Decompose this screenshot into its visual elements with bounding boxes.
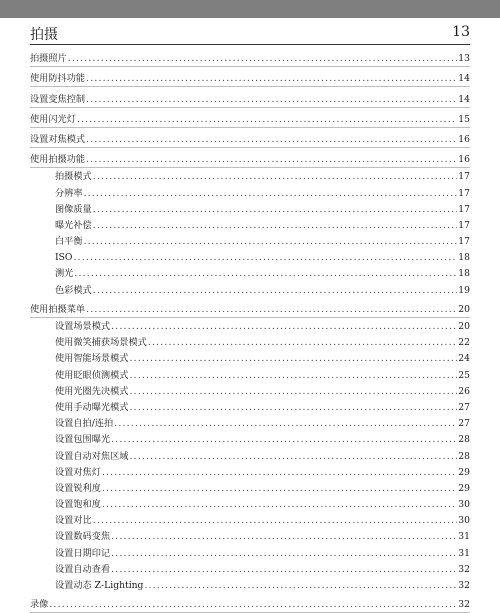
toc-entry-label: 拍摄照片 <box>30 53 67 65</box>
toc-entry-label: 白平衡 <box>55 236 83 248</box>
toc-entry-label: 拍摄模式 <box>55 171 92 183</box>
toc-dot-leader <box>49 599 457 612</box>
toc-entry-label: 录像 <box>30 599 49 611</box>
toc-entry-page: 24 <box>458 353 470 365</box>
toc-dot-leader <box>102 483 457 496</box>
toc-entry-page: 17 <box>458 219 470 231</box>
toc-entry-page: 27 <box>458 418 470 430</box>
toc-entry-label: 使用光圈先决模式 <box>55 385 129 397</box>
toc-entry-page: 17 <box>458 171 470 183</box>
toc-subsection-entry[interactable] <box>30 577 470 593</box>
toc-dot-leader <box>93 171 458 184</box>
toc-entry-label: 设置自拍/连拍 <box>55 418 114 430</box>
toc-subsection-entry[interactable] <box>30 512 470 528</box>
toc-entry-label: 设置变焦控制 <box>30 93 86 105</box>
toc-dot-leader <box>111 564 457 577</box>
toc-entry-label: 使用闪光灯 <box>30 113 76 125</box>
toc-entry-page: 30 <box>458 499 470 511</box>
toc-dot-leader <box>86 304 457 317</box>
toc-dot-leader <box>111 548 457 561</box>
toc-entry-page: 26 <box>458 385 470 397</box>
toc-subsection-entry[interactable] <box>30 233 470 249</box>
toc-entry-page: 15 <box>458 113 470 125</box>
toc-entry-label: 设置日期印记 <box>55 547 111 559</box>
toc-entry-page: 17 <box>458 236 470 248</box>
toc-dot-leader <box>130 370 458 383</box>
toc-subsection-entry[interactable] <box>30 184 470 200</box>
toc-entry-label: 使用眨眼侦测模式 <box>55 369 129 381</box>
chapter-title: 拍摄 <box>30 27 58 43</box>
toc-entry-label: 设置对焦模式 <box>30 133 86 145</box>
toc-section-entry[interactable] <box>30 47 470 67</box>
toc-dot-leader <box>144 580 457 593</box>
toc-entry-page: 29 <box>458 466 470 478</box>
toc-dot-leader <box>86 94 457 107</box>
chapter-heading <box>30 24 470 45</box>
toc-dot-leader <box>130 353 458 366</box>
toc-subsection-entry[interactable] <box>30 281 470 297</box>
toc-subsection-entry[interactable] <box>30 496 470 512</box>
toc-entry-label: 使用智能场景模式 <box>55 353 129 365</box>
toc-entry-page: 32 <box>458 580 470 591</box>
toc-subsection-entry[interactable] <box>30 399 470 415</box>
toc-subsection-entry[interactable] <box>30 334 470 350</box>
toc-section-entry[interactable] <box>30 298 470 318</box>
toc-entry-label: 设置锐利度 <box>55 482 101 494</box>
toc-entry-label: 使用防抖功能 <box>30 73 86 85</box>
toc-entry-label: 设置场景模式 <box>55 321 111 332</box>
toc-entry-page: 31 <box>458 531 470 543</box>
toc-entry-page: 20 <box>458 303 470 315</box>
toc-dot-leader <box>74 268 457 281</box>
toc-subsection-entry[interactable] <box>30 249 470 265</box>
chapter-page-number: 13 <box>452 24 470 40</box>
toc-section-entry[interactable] <box>30 148 470 168</box>
toc-dot-leader <box>93 204 458 217</box>
toc-dot-leader <box>86 154 457 167</box>
toc-entry-page: 25 <box>458 369 470 381</box>
toc-dot-leader <box>130 451 458 464</box>
toc-subsection-entry[interactable] <box>30 201 470 217</box>
toc-entry-page: 29 <box>458 482 470 494</box>
toc-subsection-entry[interactable] <box>30 561 470 577</box>
toc-dot-leader <box>86 134 457 147</box>
toc-subsection-entry[interactable] <box>30 415 470 431</box>
toc-entry-label: 设置包围曝光 <box>55 434 111 446</box>
toc-entry-label: ISO <box>55 252 73 264</box>
toc-subsection-entry[interactable] <box>30 464 470 480</box>
toc-dot-leader <box>84 236 458 249</box>
toc-entry-page: 14 <box>458 93 470 105</box>
toc-entry-page: 20 <box>458 321 470 332</box>
toc-entry-page: 30 <box>458 515 470 527</box>
toc-dot-leader <box>102 499 457 512</box>
toc-dot-leader <box>130 386 458 399</box>
toc-entry-page: 32 <box>458 599 470 611</box>
toc-dot-leader <box>93 220 458 233</box>
toc-entry-page: 16 <box>458 154 470 166</box>
toc-dot-leader <box>114 418 457 431</box>
toc-entry-label: 设置动态 Z-Lighting <box>55 580 144 591</box>
toc-subsection-entry[interactable] <box>30 168 470 184</box>
toc-entry-label: 测光 <box>55 268 74 280</box>
toc-section-entry[interactable] <box>30 108 470 128</box>
toc-dot-leader <box>84 188 458 201</box>
toc-subsection-entry[interactable] <box>30 431 470 447</box>
toc-entry-label: 使用手动曝光模式 <box>55 401 129 413</box>
page-header-bar <box>0 0 500 18</box>
toc-entry-label: 设置对比 <box>55 515 92 527</box>
toc-entry-page: 16 <box>458 133 470 145</box>
toc-dot-leader <box>73 252 457 265</box>
toc-entry-page: 28 <box>458 450 470 462</box>
toc-dot-leader <box>86 73 457 86</box>
toc-section-entry[interactable] <box>30 67 470 87</box>
toc-entry-label: 色彩模式 <box>55 284 92 296</box>
toc-subsection-entry[interactable] <box>30 318 470 334</box>
toc-entry-page: 32 <box>458 563 470 575</box>
toc-dot-leader <box>111 434 457 447</box>
toc-entry-page: 22 <box>458 337 470 349</box>
toc-entry-page: 14 <box>458 73 470 85</box>
toc-dot-leader <box>68 53 458 66</box>
toc-subsection-entry[interactable] <box>30 350 470 366</box>
toc-dot-leader <box>111 531 457 544</box>
toc-entry-label: 设置自动对焦区域 <box>55 450 129 462</box>
toc-entry-page: 28 <box>458 434 470 446</box>
toc-entry-label: 设置自动查看 <box>55 563 111 575</box>
toc-entry-page: 27 <box>458 401 470 413</box>
toc-dot-leader <box>111 321 457 334</box>
toc-subsection-entry[interactable] <box>30 383 470 399</box>
toc-entry-page: 13 <box>458 53 470 65</box>
toc-entry-page: 19 <box>458 284 470 296</box>
toc-entry-label: 图像质量 <box>55 203 92 215</box>
toc-section-entry[interactable] <box>30 87 470 107</box>
table-of-contents <box>30 47 470 613</box>
toc-entry-label: 使用拍摄菜单 <box>30 303 86 315</box>
toc-section-entry[interactable] <box>30 128 470 148</box>
toc-entry-label: 设置对焦灯 <box>55 466 101 478</box>
toc-dot-leader <box>93 285 458 298</box>
toc-subsection-entry[interactable] <box>30 366 470 382</box>
toc-entry-label: 使用微笑捕获场景模式 <box>55 337 147 349</box>
toc-entry-page: 17 <box>458 187 470 199</box>
toc-entry-page: 18 <box>458 268 470 280</box>
toc-entry-label: 曝光补偿 <box>55 219 92 231</box>
toc-entry-page: 31 <box>458 547 470 559</box>
toc-entry-label: 设置饱和度 <box>55 499 101 511</box>
toc-subsection-entry[interactable] <box>30 217 470 233</box>
toc-subsection-entry[interactable] <box>30 528 470 544</box>
toc-entry-page: 18 <box>458 252 470 264</box>
toc-subsection-entry[interactable] <box>30 447 470 463</box>
toc-entry-label: 设置数码变焦 <box>55 531 111 543</box>
toc-section-entry[interactable] <box>30 593 470 613</box>
toc-entry-label: 使用拍摄功能 <box>30 154 86 166</box>
toc-dot-leader <box>130 402 458 415</box>
toc-entry-label: 分辨率 <box>55 187 83 199</box>
toc-dot-leader <box>102 467 457 480</box>
toc-dot-leader <box>77 114 457 127</box>
toc-entry-page: 17 <box>458 203 470 215</box>
toc-subsection-entry[interactable] <box>30 265 470 281</box>
toc-dot-leader <box>93 515 458 528</box>
toc-subsection-entry[interactable] <box>30 544 470 560</box>
toc-subsection-entry[interactable] <box>30 480 470 496</box>
toc-dot-leader <box>148 337 457 350</box>
